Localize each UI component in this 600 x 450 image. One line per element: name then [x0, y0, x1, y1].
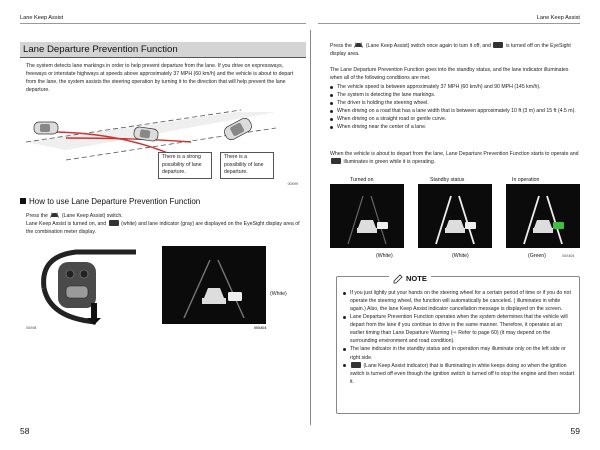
condition-item: [330, 107, 580, 115]
standby-intro: The Lane Departure Prevention Function goes into the standby status, and the lane indicator illuminates when all of the following conditions are met.: [330, 67, 569, 82]
panel-title-turned-on: Turned on: [350, 177, 374, 183]
lane-keep-indicator-icon: [493, 42, 503, 48]
status-panels: [330, 176, 582, 268]
panel-label-turned-on: (White): [376, 253, 393, 259]
howto-heading: [20, 196, 306, 208]
lane-keep-assist-icon: [50, 212, 59, 218]
press-again-paragraph: [330, 42, 580, 58]
note-text: If you just lightly put your hands on the steering wheel for a certain period of time or if you do not operate the steering wheel, the function will automatically be canceled. ( illuminates in white again.) Also, the lane Keep Assist indicator cancellation message is displayed on the screen.: [350, 290, 571, 313]
bullet-icon: [330, 126, 333, 129]
note-text: The lane indicator in the standby status and in operation may illuminate only on the left side or right side.: [350, 346, 566, 361]
press-pre: Press the: [330, 43, 352, 49]
left-header-rule: [20, 23, 306, 24]
panel-operation: [506, 184, 580, 248]
note-text: (Lane Keep Assist indicator) that is illuminating in white keeps doing so when the ignition switch is turned off even though the ignition switch is turned off to stop the engine and then restart it.: [350, 362, 575, 385]
note-item: [343, 362, 577, 386]
steering-wheel-illustration: [36, 248, 146, 326]
condition-text: When driving near the center of a lane.: [337, 124, 427, 131]
step-1-pre: Press the: [26, 213, 48, 219]
step-2-pre: Lane Keep Assist is turned on, and: [26, 221, 107, 228]
howto-step-1: [26, 212, 302, 220]
panel-turned-on: [330, 184, 404, 248]
caption-possible-departure: There is a possibility of lane departure.: [220, 152, 274, 179]
car-icon: [34, 122, 58, 134]
bullet-icon: [330, 110, 333, 113]
press-mid: (Lane Keep Assist) switch once again to turn it off, and: [365, 43, 491, 49]
condition-text: The driver is holding the steering wheel.: [337, 100, 429, 107]
panel-label-operation: (Green): [528, 253, 546, 259]
note-box: [336, 276, 580, 414]
bullet-icon: [343, 292, 346, 295]
bullet-icon: [343, 316, 346, 319]
press-post: is turned off on the EyeSight display area.: [330, 43, 571, 58]
right-header-rule: [318, 23, 580, 24]
intro-paragraph: The system detects lane markings in order to help prevent departure from the lane. If you drive on expressways, freeways or interstate highways at speeds above approximately 37 MPH (60 km/h) and the vehicle is about to depart from the lane, the system assists the steering operation by turning it to the direction that will help prevent the lane departure.: [26, 63, 294, 94]
eyesight-display-graphic: [162, 246, 266, 324]
caption-strong-departure: There is a strong possibility of lane departure.: [158, 152, 212, 179]
note-item: [343, 289, 577, 313]
note-item: [343, 345, 577, 361]
panel-title-standby: Standby status: [430, 177, 465, 183]
note-list: [343, 289, 577, 386]
depart-paragraph: [330, 150, 580, 166]
step-2-post: (white) and lane indicator (gray) are displayed on the EyeSight display area of the combination meter display.: [26, 221, 300, 236]
page-gutter: [310, 30, 311, 425]
lane-keep-indicator-icon: [351, 362, 361, 368]
note-pencil-icon: [393, 274, 403, 284]
bullet-icon: [343, 348, 346, 351]
display-indicator-label: (White): [270, 291, 287, 297]
condition-text: The vehicle speed is between approximately 37 MPH (60 km/h) and 90 MPH (145 km/h).: [337, 84, 541, 90]
step-1-post: (Lane Keep Assist) switch.: [61, 213, 123, 219]
condition-item: [330, 115, 580, 123]
conditions-list: [330, 83, 580, 131]
note-header: [389, 273, 431, 285]
bullet-icon: [330, 86, 333, 89]
condition-text: When driving on a straight road or gentle curve.: [337, 116, 447, 123]
condition-item: [330, 123, 580, 131]
eyesight-display: [162, 246, 266, 324]
panel-title-operation: In operation: [512, 177, 540, 183]
figure2-right-id: 00X403: [254, 326, 267, 330]
howto-step-2: [26, 220, 302, 236]
bullet-icon: [343, 364, 346, 367]
condition-text: When driving on a road that has a lane width that is between approximately 10 ft (3 m) and 15 ft (4.5 m).: [337, 108, 576, 115]
depart-pre: When the vehicle is about to depart from the lane, Lane Departure Prevention Function starts to operate and: [330, 151, 579, 157]
howto-steps: [26, 212, 302, 236]
lane-keep-indicator-icon: [109, 220, 119, 226]
bullet-icon: [330, 118, 333, 121]
condition-item: [330, 83, 580, 91]
figure-id: 00X99: [287, 182, 298, 186]
display-lane-keep-icon: [228, 292, 242, 301]
panel-label-standby: (White): [452, 253, 469, 259]
condition-text: The system is detecting the lane markings.: [337, 92, 436, 99]
left-header-title: Lane Keep Assist: [20, 15, 64, 21]
lane-keep-indicator-icon: [331, 158, 341, 164]
condition-item: [330, 99, 580, 107]
switch-and-display-figure: [26, 246, 302, 336]
howto-heading-text: How to use Lane Departure Prevention Function: [29, 197, 201, 206]
depart-post: illuminates in green while it is operating.: [343, 159, 436, 166]
figure2-left-id: 00X98: [26, 326, 37, 330]
heading-square-icon: [20, 198, 26, 204]
lane-departure-figure: [26, 104, 302, 190]
lane-keep-assist-icon: [354, 42, 363, 48]
note-item: [343, 313, 577, 345]
bullet-icon: [330, 102, 333, 105]
bullet-icon: [330, 94, 333, 97]
section-title: Lane Departure Prevention Function: [20, 42, 306, 58]
condition-item: [330, 91, 580, 99]
panel-standby: [418, 184, 492, 248]
lane-keep-switch: [66, 286, 88, 298]
right-header-title: Lane Keep Assist: [536, 15, 580, 21]
left-page-number: 58: [20, 426, 30, 436]
panels-figure-id: 00X404: [562, 254, 575, 258]
note-text: Lane Departure Prevention Function operates when the system determines that the vehicle will depart from the lane if you continue to drive in the same manner. Therefore, it operates at an earlier timing than Lane Departure Warning (⇨ Refer to page 60) (it may depend on the surrounding environment and road condition).: [350, 314, 568, 345]
right-page-number: 59: [570, 426, 580, 436]
note-title: NOTE: [406, 274, 427, 283]
